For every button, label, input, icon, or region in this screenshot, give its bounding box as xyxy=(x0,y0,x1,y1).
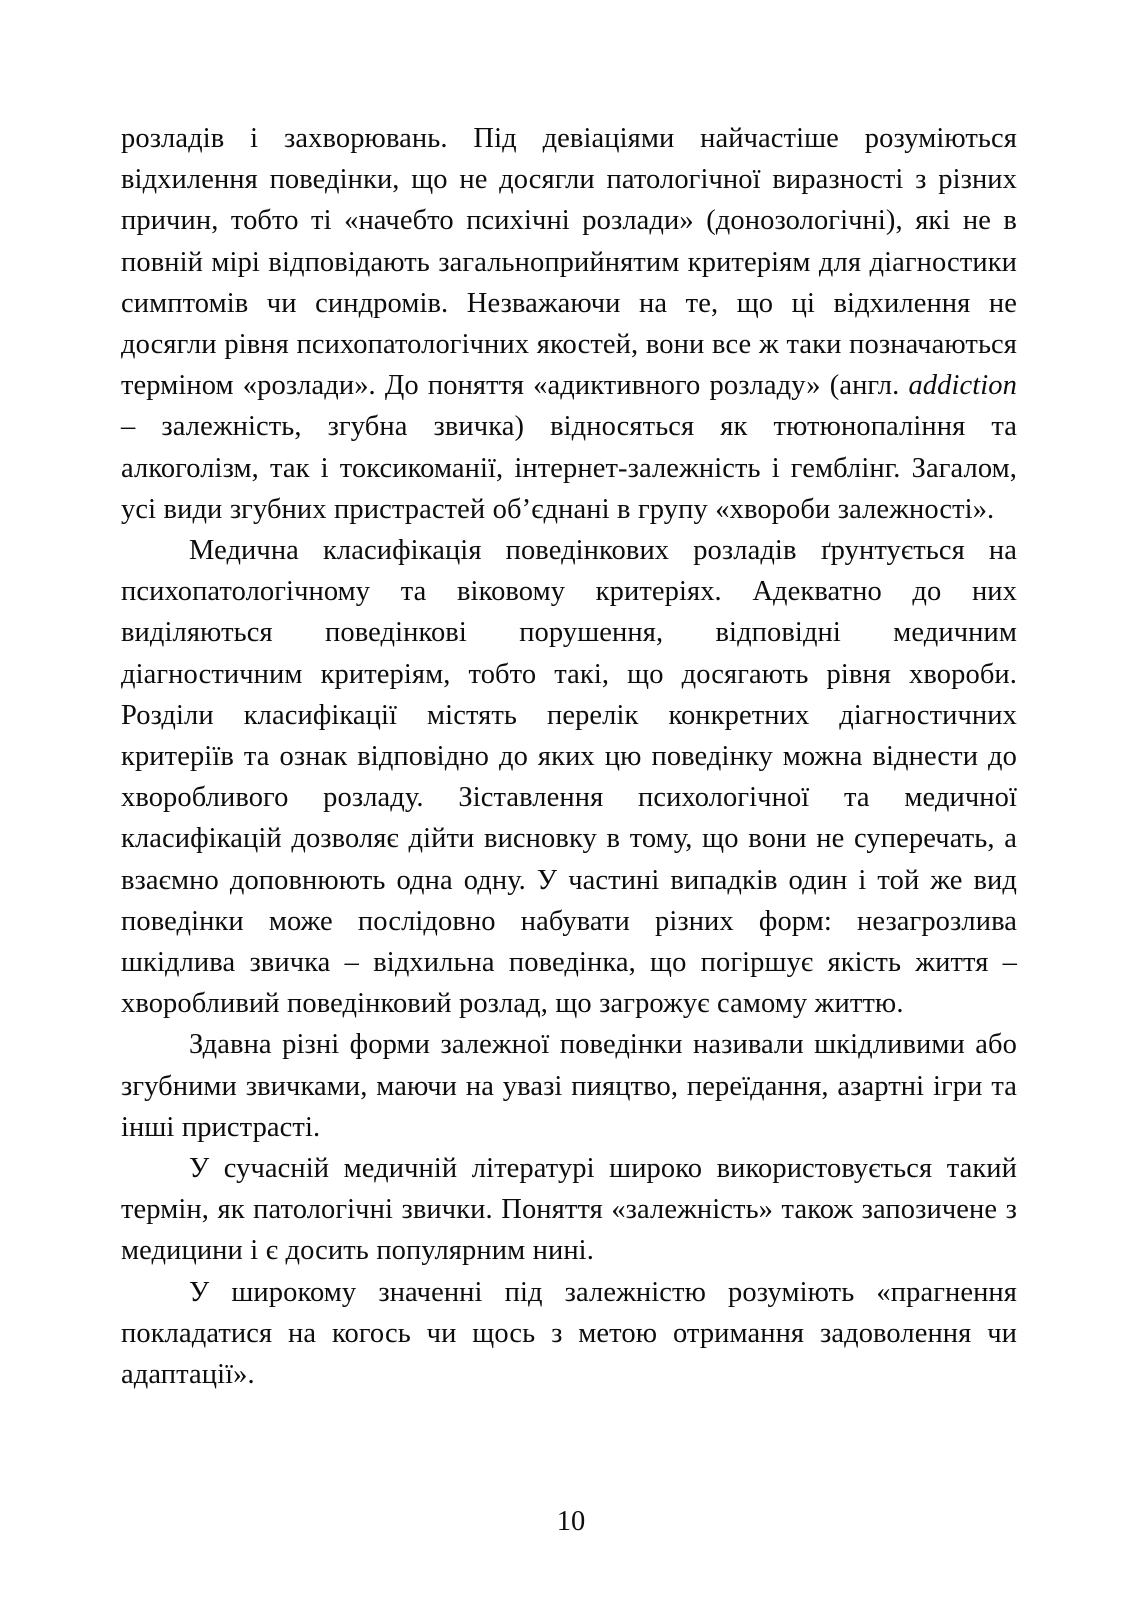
paragraph-5 xyxy=(121,1272,1017,1396)
paragraph-2 xyxy=(121,530,1017,1024)
paragraph-1-text-lead: розладів і захворювань. Під девіаціями найчастіше розуміються відхилення поведінки, що не досягли патологічної виразності з різних причин, тобто ті «начебто психічні розлади» (донозологічні), які не в повній мірі відповідають загальноприйнятим критеріям для діагностики симптомів чи синдромів. Незважаючи на те, що ці відхилення не досягли рівня психопатологічних якостей, вони все ж таки позначаються терміном «розлади». До поняття «адиктивного розладу» (англ. xyxy=(121,123,1017,402)
paragraph-1-latin-term: addiction xyxy=(908,370,1017,402)
page-text-body xyxy=(121,118,1017,1395)
paragraph-3-text: Здавна різні форми залежної поведінки називали шкідливими або згубними звичками, маючи на увазі пияцтво, переїдання, азартні ігри та інші пристрасті. xyxy=(121,1029,1017,1143)
paragraph-5-text: У широкому значенні під залежністю розуміють «прагнення покладатися на когось чи щось з метою отримання задоволення чи адаптації». xyxy=(121,1276,1017,1391)
paragraph-2-text: Медична класифікація поведінкових розладів ґрунтується на психопатологічному та віковому критеріях. Адекватно до них виділяються поведінкові порушення, відповідні медичним діагностичним критеріям, тобто такі, що досягають рівня хвороби. Розділи класифікації містять перелік конкретних діагностичних критеріїв та ознак відповідно до яких цю поведінку можна віднести до хворобливого розладу. Зіставлення психологічної та медичної класифікацій дозволяє дійти висновку в тому, що вони не суперечать, а взаємно доповнюють одна одну. У частині випадків один і той же вид поведінки може послідовно набувати різних форм: незагрозлива шкідлива звичка – відхильна поведінка, що погіршує якість життя – хворобливий поведінковий розлад, що загрожує самому життю. xyxy=(121,535,1017,1020)
paragraph-4 xyxy=(121,1148,1017,1272)
page-number: 10 xyxy=(556,1506,586,1537)
paragraph-1-text-tail: – залежність, згубна звичка) відносяться як тютюнопаління та алкоголізм, так і токсикоманії, інтернет-залежність і гемблінг. Загалом, усі види згубних пристрастей об’єднані в групу «хвороби залежності». xyxy=(121,411,1017,525)
paragraph-3 xyxy=(121,1024,1017,1148)
paragraph-4-text: У сучасній медичній літературі широко використовується такий термін, як патологічні звички. Поняття «залежність» також запозичене з медицини і є досить популярним нині. xyxy=(121,1153,1017,1267)
paragraph-1 xyxy=(121,118,1017,530)
